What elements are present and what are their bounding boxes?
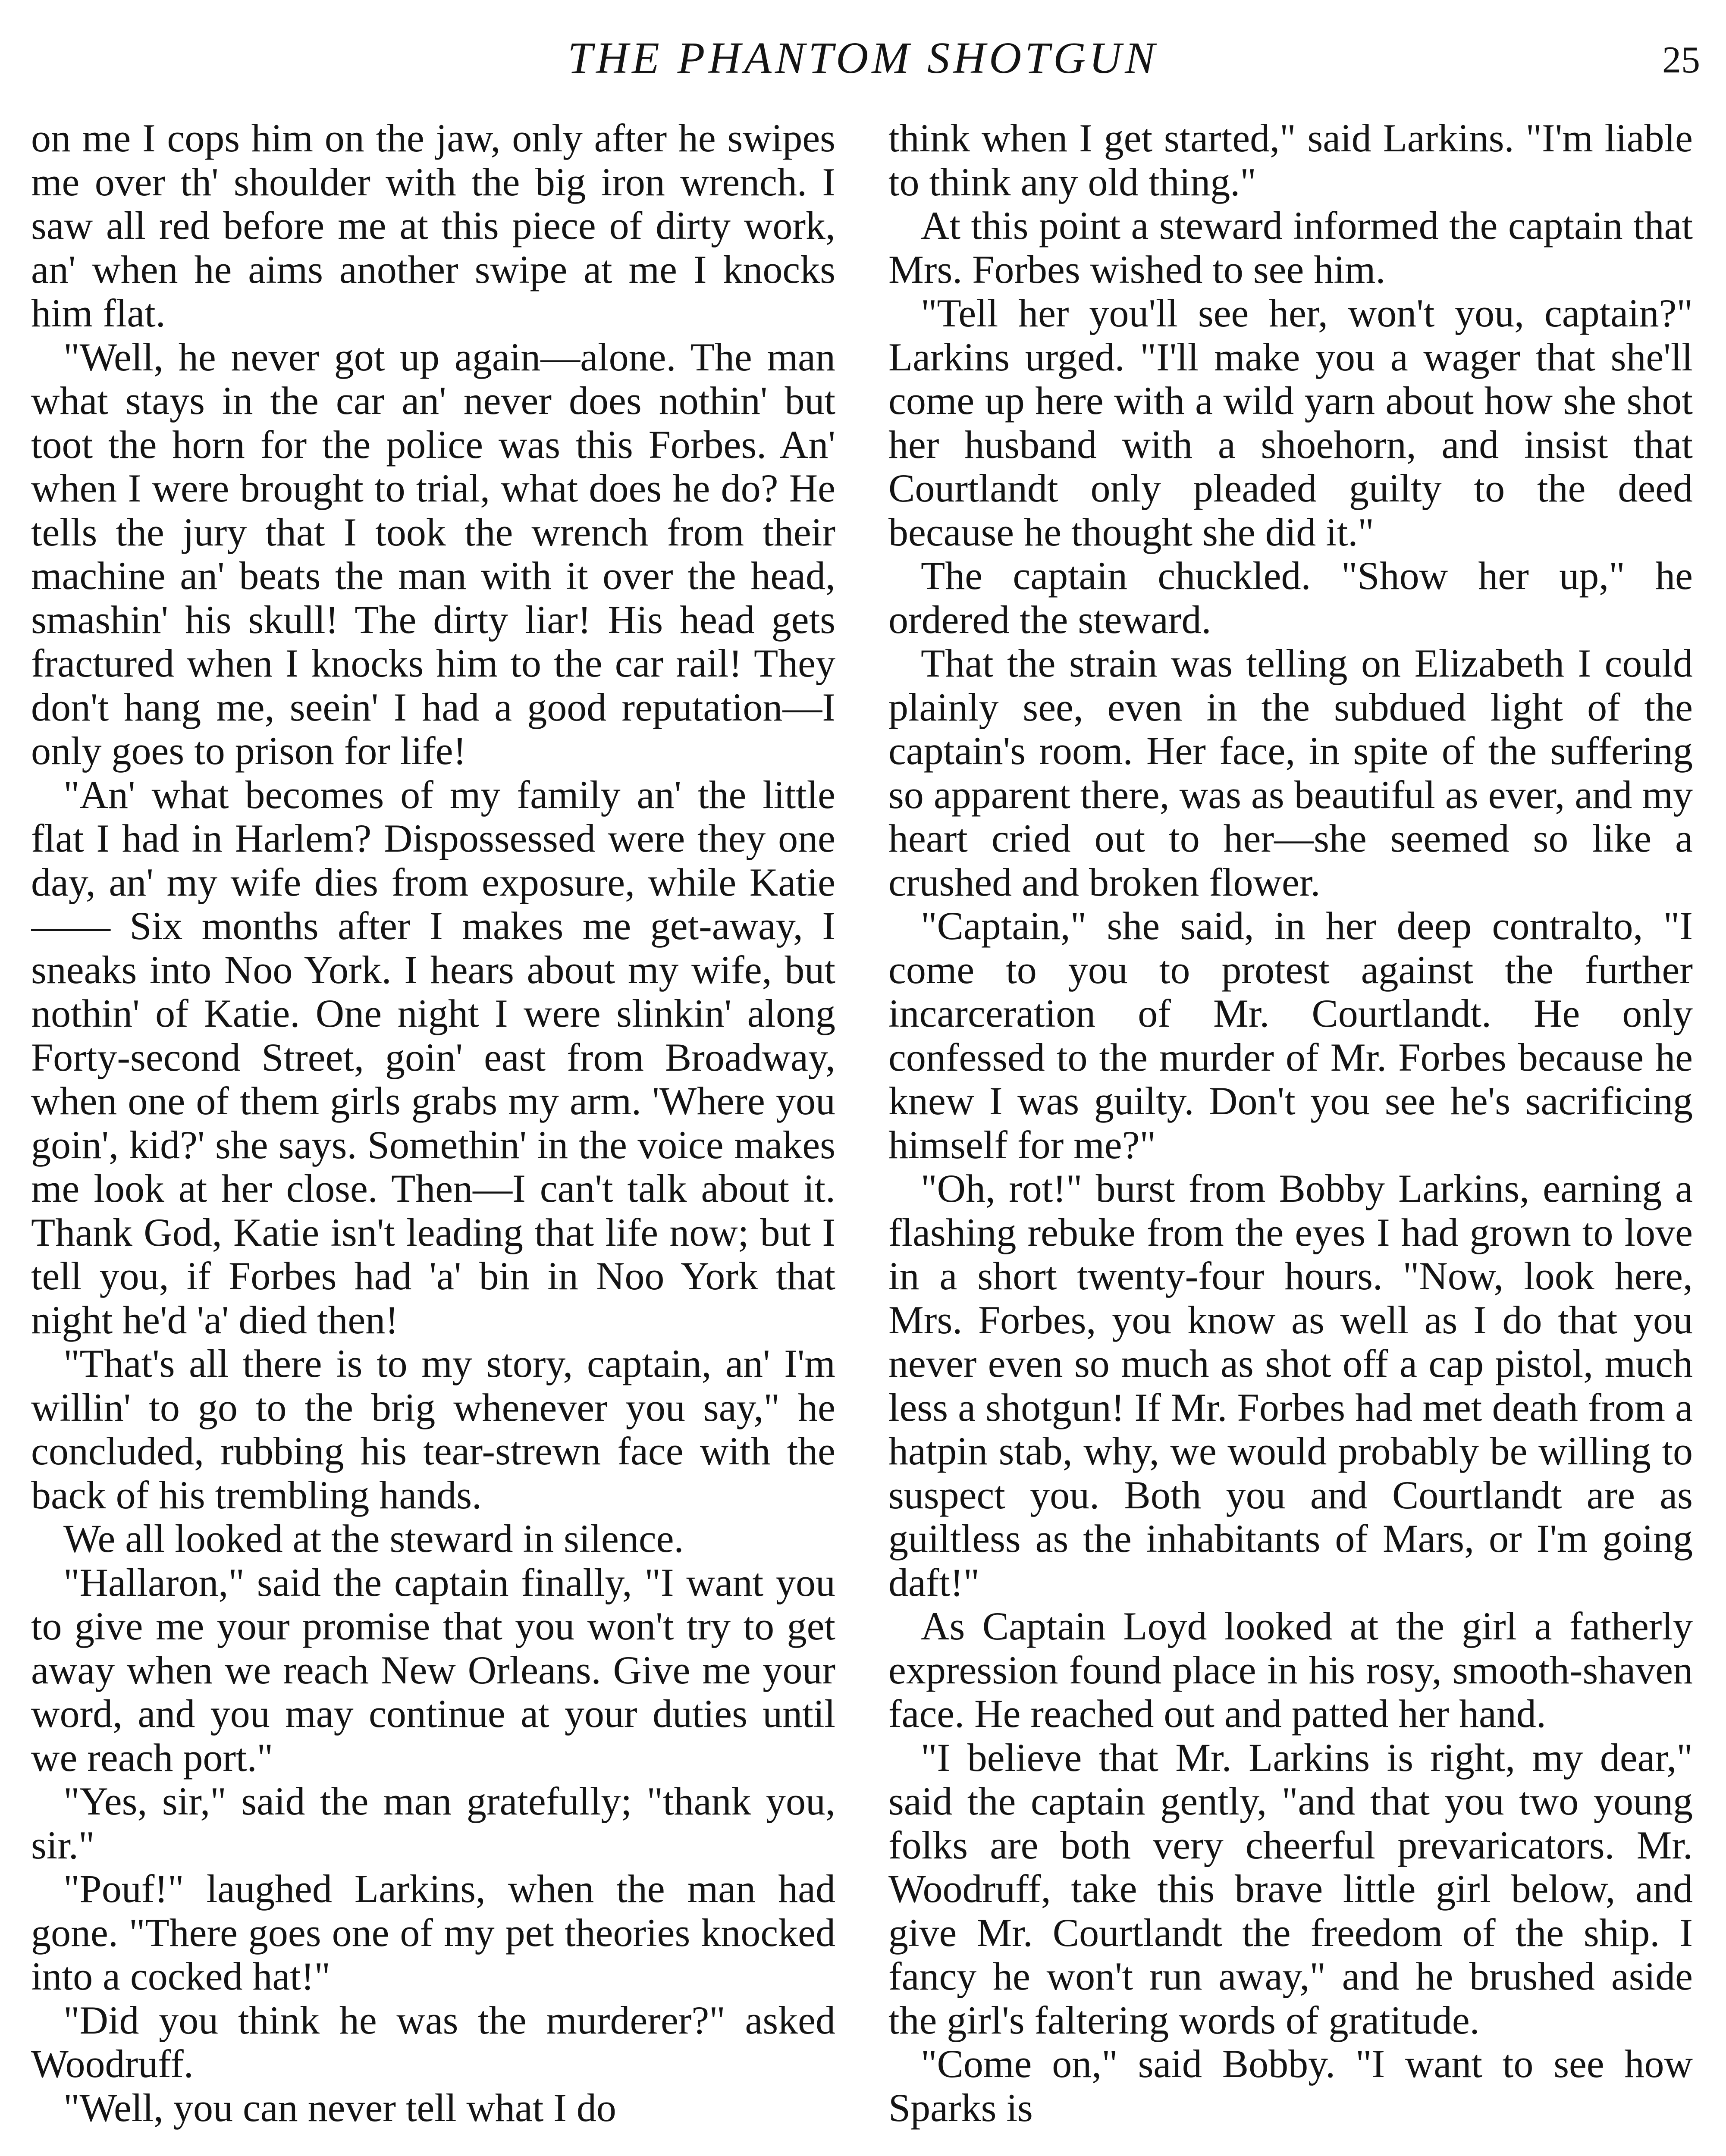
paragraph: "An' what becomes of my family an' the little flat I had in Harlem? Dispossessed were they one day, an' my wife dies from exposure, while Katie—— Six months after I makes me get-away, I sneaks into Noo York. I hears about my wife, but nothin' of Katie. One night I were slinkin' along Forty-second Street, goin' east from Broadway, when one of them girls grabs my arm. 'Where you goin', kid?' she says. Somethin' in the voice makes me look at her close. Then—I can't talk about it. Thank God, Katie isn't leading that life now; but I tell you, if Forbes had 'a' bin in Noo York that night he'd 'a' died then!	[31, 772, 835, 1342]
paragraph: That the strain was telling on Elizabeth I could plainly see, even in the subdued light of the captain's room. Her face, in spite of the suffering so apparent there, was as beautiful as ever, and my heart cried out to her—she seemed so like a crushed and broken flower.	[888, 641, 1693, 904]
paragraph: "Tell her you'll see her, won't you, captain?" Larkins urged. "I'll make you a wager that she'll come up here with a wild yarn about how she shot her husband with a shoehorn, and insist that Courtlandt only pleaded guilty to the deed because he thought she did it."	[888, 291, 1693, 554]
paragraph: The captain chuckled. "Show her up," he ordered the steward.	[888, 554, 1693, 642]
paragraph: "Hallaron," said the captain finally, "I want you to give me your promise that you won't try to get away when we reach New Orleans. Give me your word, and you may continue at your duties until we reach port."	[31, 1560, 835, 1780]
paragraph: "Pouf!" laughed Larkins, when the man had gone. "There goes one of my pet theories knocked into a cocked hat!"	[31, 1867, 835, 1998]
paragraph: "Come on," said Bobby. "I want to see how Sparks is	[888, 2042, 1693, 2130]
paragraph: "Well, you can never tell what I do	[63, 2085, 616, 2130]
page-header	[0, 22, 1726, 95]
paragraph: We all looked at the steward in silence.	[63, 1517, 684, 1561]
paragraph: on me I cops him on the jaw, only after he swipes me over th' shoulder with the big iron wrench. I saw all red before me at this piece of dirty work, an' when he aims another swipe at me I knocks him flat.	[31, 116, 835, 335]
left-column	[31, 116, 835, 2156]
right-column	[888, 116, 1693, 2156]
paragraph: "Did you think he was the murderer?" asked Woodruff.	[31, 1998, 835, 2086]
page-number: 25	[1662, 39, 1700, 81]
paragraph: "Oh, rot!" burst from Bobby Larkins, earning a flashing rebuke from the eyes I had grown to love in a short twenty-four hours. "Now, look here, Mrs. Forbes, you know as well as I do that you never even so much as shot off a cap pistol, much less a shotgun! If Mr. Forbes had met death from a hatpin stab, why, we would probably be willing to suspect you. Both you and Courtlandt are as guiltless as the inhabitants of Mars, or I'm going daft!"	[888, 1166, 1693, 1604]
paragraph: "Well, he never got up again—alone. The man what stays in the car an' never does nothin' but toot the horn for the police was this Forbes. An' when I were brought to trial, what does he do? He tells the jury that I took the wrench from their machine an' beats the man with it over the head, smashin' his skull! The dirty liar! His head gets fractured when I knocks him to the car rail! They don't hang me, seein' I had a good reputation—I only goes to prison for life!	[31, 335, 835, 773]
paragraph: "That's all there is to my story, captain, an' I'm willin' to go to the brig whenever you say," he concluded, rubbing his tear-strewn face with the back of his trembling hands.	[31, 1341, 835, 1517]
paragraph: "Yes, sir," said the man gratefully; "thank you, sir."	[31, 1779, 835, 1867]
paragraph: think when I get started," said Larkins. "I'm liable to think any old thing."	[888, 116, 1693, 204]
paragraph: "I believe that Mr. Larkins is right, my dear," said the captain gently, "and that you two young folks are both very cheerful prevaricators. Mr. Woodruff, take this brave little girl below, and give Mr. Courtlandt the freedom of the ship. I fancy he won't run away," and he brushed aside the girl's faltering words of gratitude.	[888, 1735, 1693, 2042]
paragraph: As Captain Loyd looked at the girl a fatherly expression found place in his rosy, smooth-shaven face. He reached out and patted her hand.	[888, 1604, 1693, 1736]
running-title: THE PHANTOM SHOTGUN	[568, 33, 1158, 83]
paragraph: "Captain," she said, in her deep contralto, "I come to you to protest against the further incarceration of Mr. Courtlandt. He only confessed to the murder of Mr. Forbes because he knew I was guilty. Don't you see he's sacrificing himself for me?"	[888, 904, 1693, 1167]
paragraph: At this point a steward informed the captain that Mrs. Forbes wished to see him.	[888, 204, 1693, 291]
